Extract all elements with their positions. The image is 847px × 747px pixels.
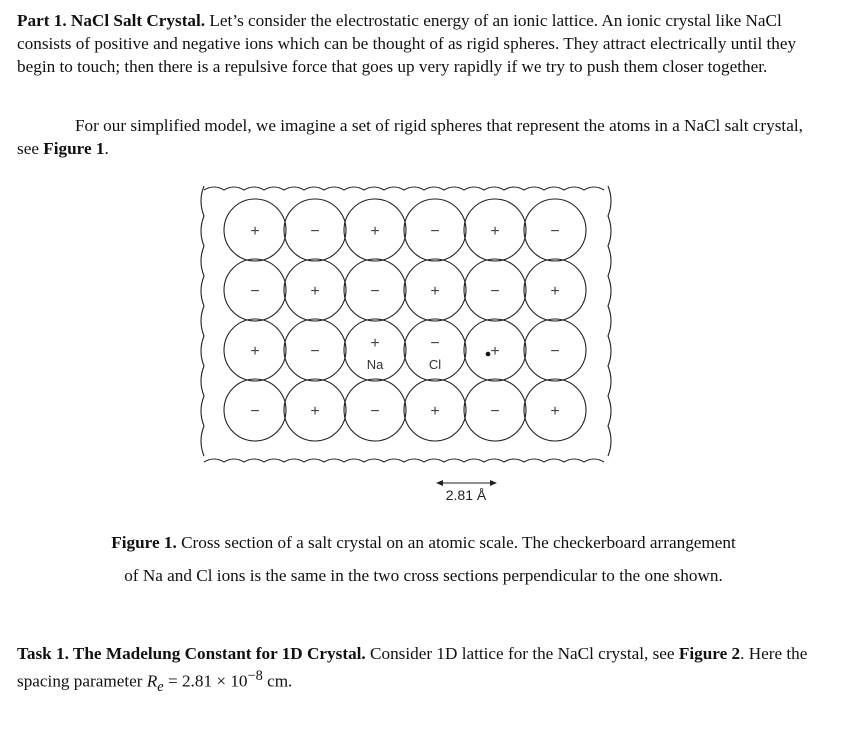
negative-ion-sign: − [370, 283, 380, 300]
positive-ion-sign: + [430, 283, 440, 300]
model-text: For our simplified model, we imagine a set of rigid spheres that represent the atoms in a NaCl salt crystal, see [17, 116, 803, 158]
spacing-unit: cm. [262, 671, 293, 691]
figure1-reference: Figure 1 [43, 139, 105, 158]
negative-ion-sign: − [490, 283, 500, 300]
part1-body: Let’s consider the electrostatic energy of an ionic lattice. An ionic crystal like NaCl consists of positive and negative ions which can be thought of as rigid spheres. They attract electrically until they begin to touch; then there is a repulsive force that goes up very rapidly if we try to push them closer together. [17, 11, 797, 76]
positive-ion-sign: + [370, 223, 380, 240]
caption-label: Figure 1. [111, 533, 177, 552]
negative-ion-sign: − [310, 343, 320, 360]
positive-ion-sign: + [310, 283, 320, 300]
positive-ion-sign: + [250, 223, 260, 240]
task1-heading: Task 1. The Madelung Constant for 1D Crystal. [17, 644, 366, 664]
task1-text2: . Here the spacing parameter [17, 644, 808, 691]
spacing-symbol: R [146, 671, 158, 691]
scale-arrow-right [490, 480, 497, 486]
positive-ion-sign: + [490, 223, 500, 240]
caption-text-1: Cross section of a salt crystal on an atomic scale. The checkerboard arrangement [176, 533, 736, 552]
model-paragraph [17, 114, 807, 160]
positive-ion-sign: + [550, 283, 560, 300]
scale-arrow-left [436, 480, 443, 486]
caption-line-2: of Na and Cl ions is the same in the two cross sections perpendicular to the one shown. [124, 566, 723, 585]
negative-ion-sign: − [550, 223, 560, 240]
center-dot [486, 352, 491, 357]
task1-paragraph [17, 642, 817, 699]
cl-label: Cl [428, 357, 442, 372]
spacing-subscript: e [157, 679, 164, 696]
na-label: Na [366, 357, 384, 372]
negative-ion-sign: − [250, 283, 260, 300]
negative-ion-sign: − [250, 403, 260, 420]
scale-label: 2.81 Å [445, 487, 487, 503]
positive-ion-sign: + [490, 343, 500, 360]
scale-bar [436, 480, 497, 503]
crystal-side-edge [201, 186, 204, 456]
positive-ion-sign: + [550, 403, 560, 420]
negative-ion-sign: − [430, 335, 440, 352]
positive-ion-sign: + [370, 335, 380, 352]
crystal-side-edge [608, 186, 611, 456]
salt-crystal-figure [190, 168, 620, 508]
spacing-value: = 2.81 × 10 [163, 671, 248, 691]
task1-text: Consider 1D lattice for the NaCl crystal, see [365, 644, 679, 664]
spacing-exponent: −8 [247, 668, 263, 685]
model-end: . [104, 139, 109, 158]
positive-ion-sign: + [310, 403, 320, 420]
crystal-edge [204, 187, 604, 190]
negative-ion-sign: − [550, 343, 560, 360]
crystal-edge [204, 459, 604, 462]
part1-paragraph [17, 9, 807, 78]
negative-ion-sign: − [490, 403, 500, 420]
figure2-reference: Figure 2 [678, 644, 741, 664]
figure1-caption [0, 526, 847, 592]
positive-ion-sign: + [250, 343, 260, 360]
ion-labels [367, 352, 491, 372]
caption-line-1 [0, 526, 847, 559]
negative-ion-sign: − [310, 223, 320, 240]
positive-ion-sign: + [430, 403, 440, 420]
negative-ion-sign: − [430, 223, 440, 240]
ion-spheres [224, 199, 586, 441]
part1-heading: Part 1. NaCl Salt Crystal. [17, 11, 206, 30]
negative-ion-sign: − [370, 403, 380, 420]
